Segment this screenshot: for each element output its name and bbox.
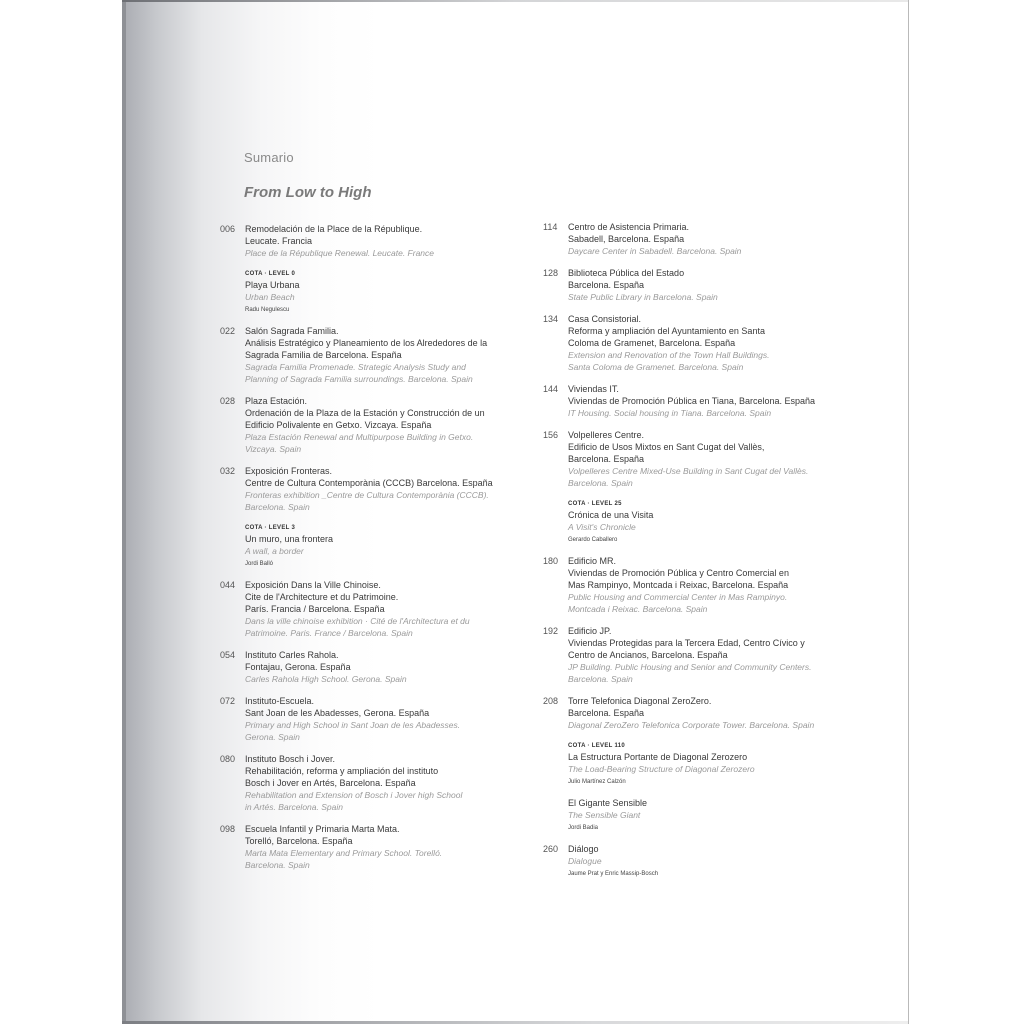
entry-title-line: Escuela Infantil y Primaria Marta Mata. [245,824,400,834]
entry-title-line: Playa Urbana [245,280,300,290]
entry-page-number: 208 [543,696,559,706]
entry-author: Jaume Prat y Enric Massip-Bosch [568,871,659,877]
entry-author: Jordi Balló [245,561,274,567]
entry-page-number: 098 [220,824,236,834]
entry-title-line: Instituto-Escuela. [245,696,315,706]
toc-entry [543,383,828,419]
entry-english-line: Montcada i Reixac. Barcelona. Spain [568,604,708,614]
entry-title-line: Instituto Bosch i Jover. [245,754,336,764]
entry-english-line: Sagrada Familia Promenade. Strategic Analysis Study and [245,362,466,372]
toc-entry [543,843,828,879]
toc-entry [543,695,828,731]
entry-english-line: Patrimoine. Paris. France / Barcelona. Spain [245,628,413,638]
entry-title-line: Viviendas de Promoción Pública en Tiana, Barcelona. España [568,396,815,406]
entry-level-label: COTA · LEVEL 25 [568,501,622,507]
entry-title-line: Viviendas IT. [568,384,619,394]
toc-entry [220,223,500,259]
entry-english-line: IT Housing. Social housing in Tiana. Barcelona. Spain [568,408,772,418]
entry-english-line: Planning of Sagrada Familia surroundings. Barcelona. Spain [245,374,473,384]
entry-english-line: Vizcaya. Spain [245,444,302,454]
entry-title-line: Casa Consistorial. [568,314,642,324]
entry-title-line: Barcelona. España [568,708,645,718]
entry-title-line: Viviendas Protegidas para la Tercera Edad, Centro Cívico y [568,638,805,648]
entry-english-line: State Public Library in Barcelona. Spain [568,292,718,302]
entry-english-line: Carles Rahola High School. Gerona. Spain [245,674,407,684]
entry-title-line: El Gigante Sensible [568,798,648,808]
entry-english-line: Barcelona. Spain [568,674,633,684]
entry-english-line: Extension and Renovation of the Town Hall Buildings. [568,350,770,360]
entry-english-line: in Artés. Barcelona. Spain [245,802,343,812]
entry-english-line: Volpelleres Centre Mixed-Use Building in Sant Cugat del Vallès. [568,466,809,476]
entry-author: Gerardo Caballero [568,537,618,543]
toc-entry [220,823,500,871]
entry-english-line: The Load-Bearing Structure of Diagonal Zerozero [568,764,755,774]
entry-author: Jordi Badia [568,825,599,831]
entry-page-number: 260 [543,844,559,854]
entry-title-line: Sagrada Familia de Barcelona. España [245,350,402,360]
toc-entry [220,649,500,685]
entry-level-label: COTA · LEVEL 110 [568,743,626,749]
entry-title-line: Torelló, Barcelona. España [245,836,353,846]
entry-title-line: Barcelona. España [568,454,645,464]
entry-title-line: Leucate. Francia [245,236,313,246]
page-binding-shadow [122,0,126,1024]
entry-page-number: 128 [543,268,559,278]
entry-title-line: La Estructura Portante de Diagonal Zerozero [568,752,748,762]
entry-title-line: Instituto Carles Rahola. [245,650,339,660]
entry-title-line: Exposición Dans la Ville Chinoise. [245,580,381,590]
toc-entry [543,555,828,615]
entry-title-line: Crónica de una Visita [568,510,654,520]
entry-author: Julio Martínez Calzón [568,779,626,785]
toc-essay-entry [543,741,828,787]
toc-entry [543,797,828,833]
toc-entry [543,267,828,303]
entry-title-line: Fontajau, Gerona. España [245,662,351,672]
entry-title-line: Diálogo [568,844,599,854]
entry-title-line: Sabadell, Barcelona. España [568,234,685,244]
toc-entry [220,695,500,743]
entry-english-line: A wall, a border [245,546,304,556]
entry-title-line: Rehabilitación, reforma y ampliación del instituto [245,766,439,776]
entry-english-line: Diagonal ZeroZero Telefonica Corporate Tower. Barcelona. Spain [568,720,815,730]
entry-title-line: Mas Rampinyo, Montcada i Reixac, Barcelona. España [568,580,789,590]
toc-entry [220,753,500,813]
entry-title-line: Edificio de Usos Mixtos en Sant Cugat del Vallès, [568,442,765,452]
entry-title-line: Coloma de Gramenet, Barcelona. España [568,338,736,348]
entry-english-line: Daycare Center in Sabadell. Barcelona. Spain [568,246,742,256]
toc-essay-entry [220,269,500,315]
page-top-edge [122,0,908,2]
entry-title-line: Salón Sagrada Familia. [245,326,339,336]
entry-page-number: 044 [220,580,236,590]
entry-title-line: Centro de Asistencia Primaria. [568,222,690,232]
page-title: From Low to High [244,184,372,201]
entry-title-line: Exposición Fronteras. [245,466,333,476]
entry-english-line: Place de la République Renewal. Leucate. France [245,248,435,258]
entry-title-line: Remodelación de la Place de la République. [245,224,423,234]
entry-english-line: Marta Mata Elementary and Primary School. Torelló. [245,848,443,858]
entry-title-line: Reforma y ampliación del Ayuntamiento en Santa [568,326,765,336]
toc-entry [543,313,828,373]
entry-title-line: Centro de Ancianos, Barcelona. España [568,650,728,660]
toc-entry [220,465,500,513]
entry-page-number: 192 [543,626,559,636]
entry-title-line: Viviendas de Promoción Pública y Centro Comercial en [568,568,789,578]
entry-english-line: Urban Beach [245,292,295,302]
toc-essay-entry [220,523,500,569]
entry-page-number: 072 [220,696,236,706]
entry-page-number: 054 [220,650,236,660]
entry-title-line: Bosch i Jover en Artés, Barcelona. España [245,778,416,788]
entry-page-number: 134 [543,314,559,324]
entry-english-line: Public Housing and Commercial Center in Mas Rampinyo. [568,592,788,602]
entry-title-line: Edificio MR. [568,556,617,566]
toc-entry [220,579,500,639]
entry-title-line: Centre de Cultura Contemporània (CCCB) Barcelona. España [245,478,493,488]
entry-page-number: 144 [543,384,559,394]
entry-title-line: Plaza Estación. [245,396,308,406]
entry-english-line: Rehabilitation and Extension of Bosch i Jover high School [245,790,463,800]
entry-english-line: Santa Coloma de Gramenet. Barcelona. Spain [568,362,744,372]
toc-entry [543,221,828,257]
entry-english-line: Barcelona. Spain [245,502,310,512]
entry-english-line: Gerona. Spain [245,732,300,742]
toc-entry [220,325,500,385]
entry-english-line: Primary and High School in Sant Joan de les Abadesses. [245,720,461,730]
toc-right-column [543,221,828,889]
toc-entry [543,429,828,489]
entry-title-line: Cite de l'Architecture et du Patrimoine. [245,592,399,602]
entry-title-line: Edificio JP. [568,626,612,636]
entry-title-line: Edificio Polivalente en Getxo. Vizcaya. España [245,420,432,430]
entry-page-number: 028 [220,396,236,406]
entry-title-line: Un muro, una frontera [245,534,334,544]
entry-title-line: Volpelleres Centre. [568,430,645,440]
entry-level-label: COTA · LEVEL 3 [245,525,296,531]
entry-title-line: Análisis Estratégico y Planeamiento de los Alrededores de la [245,338,488,348]
entry-english-line: Plaza Estación Renewal and Multipurpose Building in Getxo. [245,432,474,442]
toc-entry [220,395,500,455]
entry-level-label: COTA · LEVEL 0 [245,271,296,277]
entry-english-line: JP Building. Public Housing and Senior and Community Centers. [568,662,812,672]
entry-page-number: 022 [220,326,236,336]
entry-title-line: Torre Telefonica Diagonal ZeroZero. [568,696,712,706]
entry-page-number: 114 [543,222,558,232]
entry-english-line: Dans la ville chinoise exhibition · Cité de l'Architectura et du [245,616,470,626]
entry-page-number: 032 [220,466,236,476]
section-label: Sumario [244,150,294,165]
entry-title-line: Biblioteca Pública del Estado [568,268,685,278]
entry-english-line: Barcelona. Spain [568,478,633,488]
toc-left-column [220,223,500,881]
entry-page-number: 180 [543,556,559,566]
toc-entry [543,625,828,685]
entry-english-line: Barcelona. Spain [245,860,310,870]
entry-title-line: Sant Joan de les Abadesses, Gerona. España [245,708,430,718]
entry-title-line: Barcelona. España [568,280,645,290]
entry-title-line: París. Francia / Barcelona. España [245,604,385,614]
entry-page-number: 156 [543,430,559,440]
entry-english-line: Fronteras exhibition _Centre de Cultura Contemporània (CCCB). [245,490,489,500]
entry-english-line: Dialogue [568,856,602,866]
entry-english-line: A Visit's Chronicle [568,522,636,532]
entry-page-number: 006 [220,224,236,234]
entry-title-line: Ordenación de la Plaza de la Estación y Construcción de un [245,408,485,418]
entry-author: Radu Negulescu [245,307,290,313]
entry-english-line: The Sensible Giant [568,810,641,820]
toc-essay-entry [543,499,828,545]
entry-page-number: 080 [220,754,236,764]
